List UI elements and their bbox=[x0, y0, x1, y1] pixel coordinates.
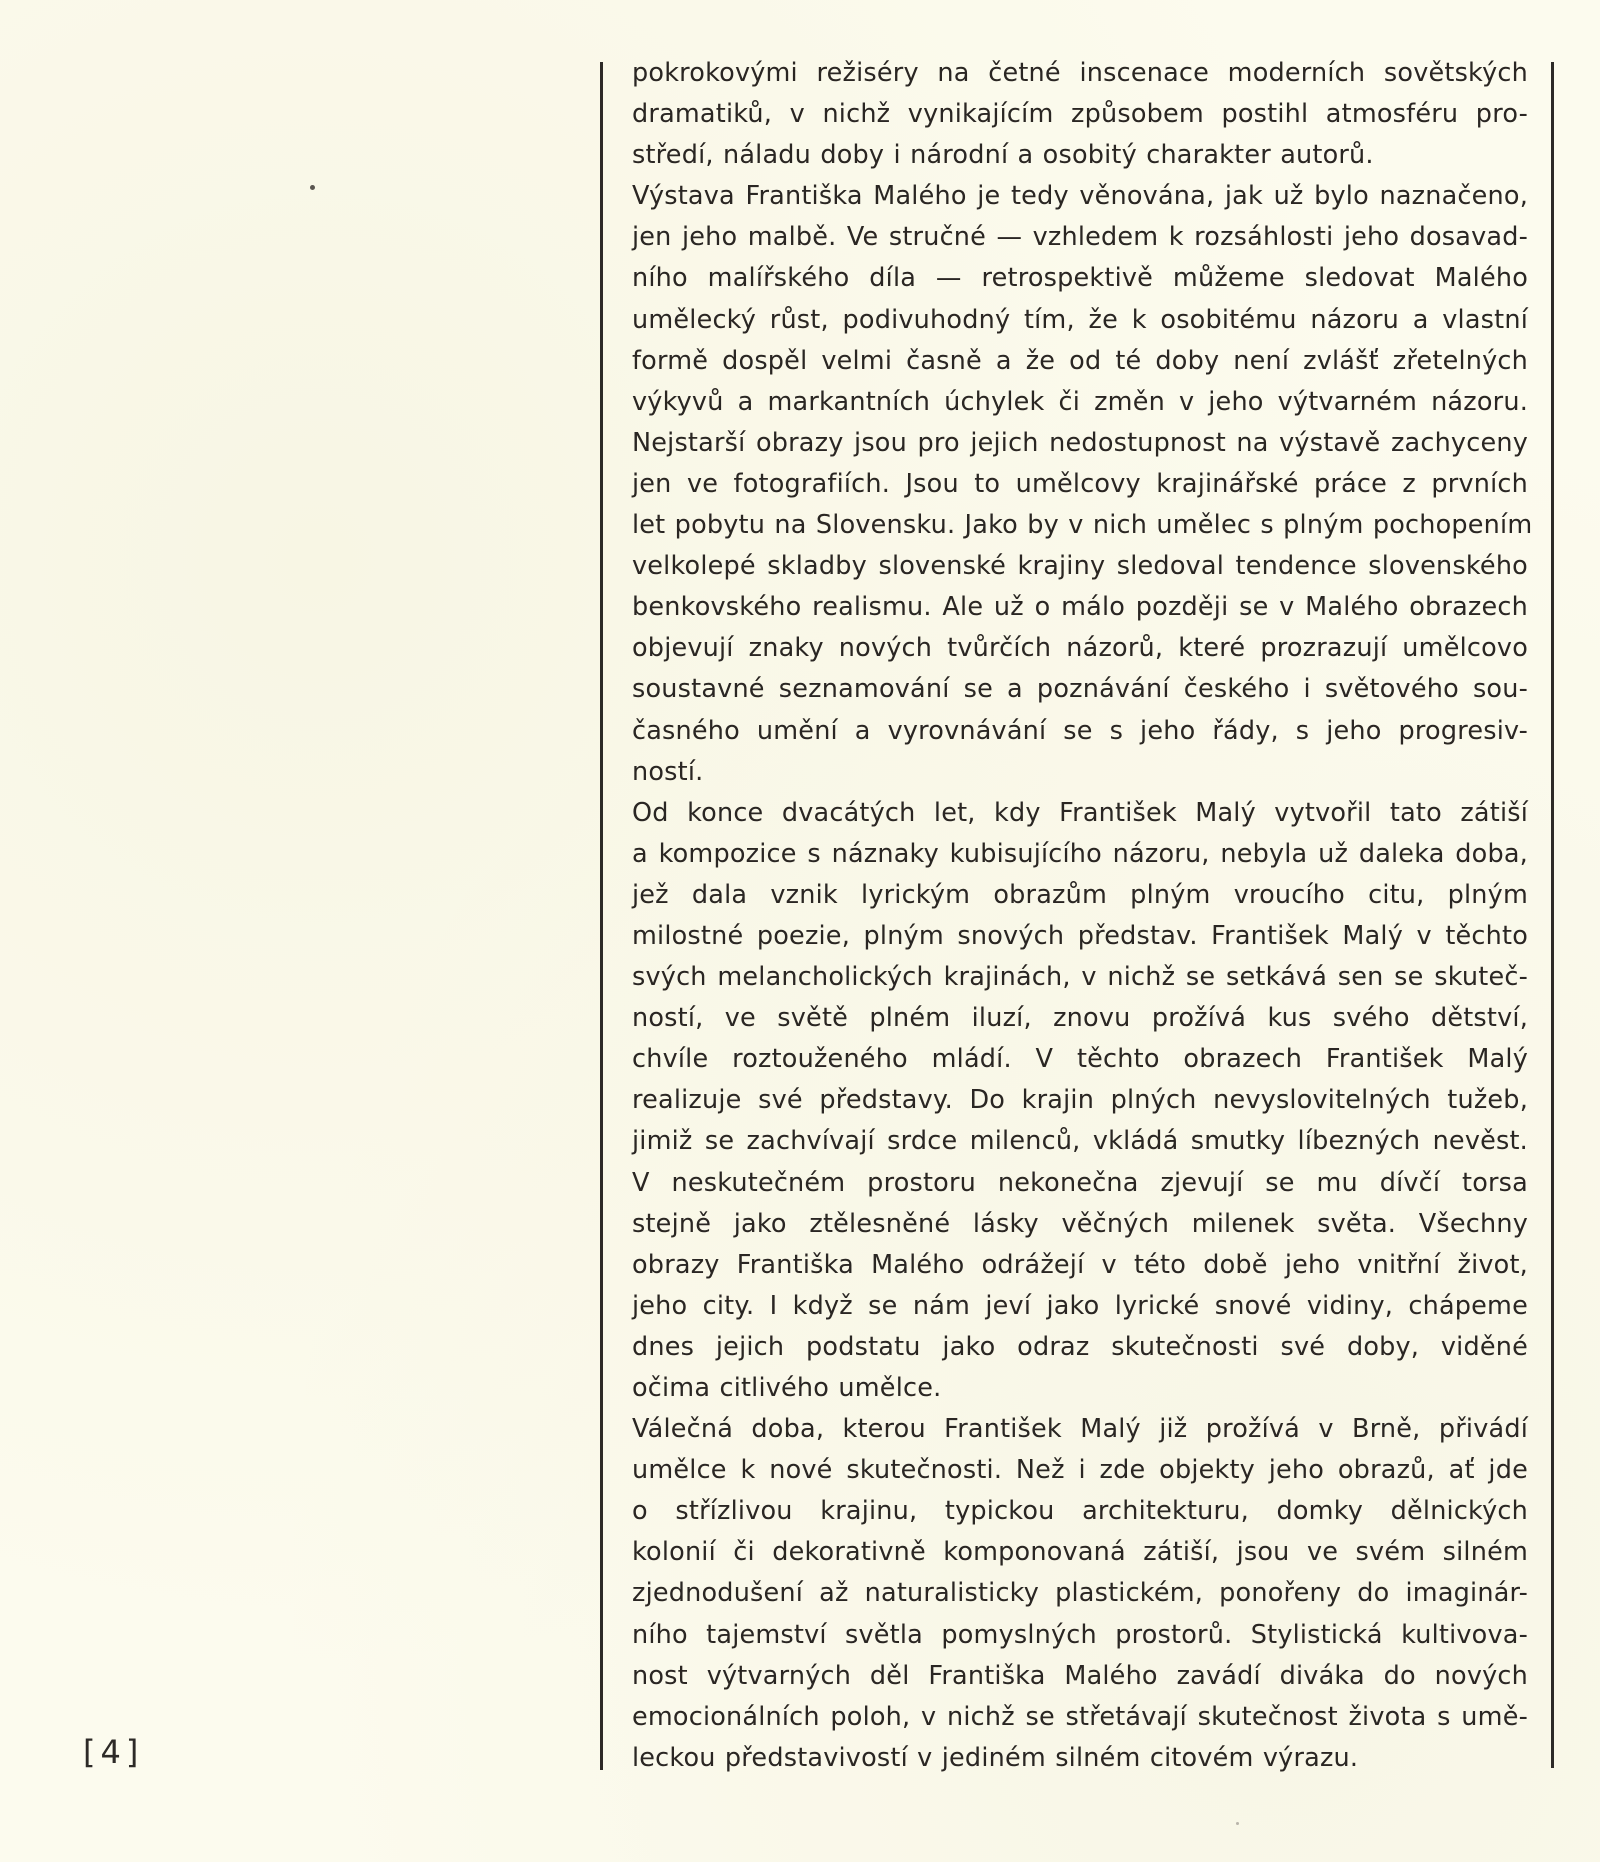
text-line: chvíle roztouženého mládí. V těchto obrazech František Malý bbox=[632, 1044, 1528, 1075]
text-line: dnes jejich podstatu jako odraz skutečnosti své doby, viděné bbox=[632, 1331, 1528, 1362]
text-line: velkolepé skladby slovenské krajiny sledoval tendence slovenského bbox=[632, 551, 1528, 582]
text-line: zjednodušení až naturalisticky plastickém, ponořeny do imaginár- bbox=[632, 1578, 1528, 1609]
text-line: o střízlivou krajinu, typickou architekturu, domky dělnických bbox=[632, 1496, 1528, 1527]
text-line: svých melancholických krajinách, v nichž se setkává sen se skuteč- bbox=[632, 962, 1528, 993]
text-line: dramatiků, v nichž vynikajícím způsobem postihl atmosféru pro- bbox=[632, 99, 1528, 130]
body-text-column bbox=[632, 53, 1533, 1779]
text-line: jimiž se zachvívají srdce milenců, vkládá smutky líbezných nevěst. bbox=[632, 1126, 1528, 1157]
text-line: let pobytu na Slovensku. Jako by v nich umělec s plným pochopením bbox=[632, 510, 1533, 541]
text-line: jeho city. I když se nám jeví jako lyrické snové vidiny, chápeme bbox=[632, 1290, 1528, 1321]
text-line: Válečná doba, kterou František Malý již prožívá v Brně, přivádí bbox=[632, 1414, 1528, 1445]
text-line: obrazy Františka Malého odrážejí v této době jeho vnitřní život, bbox=[632, 1249, 1528, 1280]
text-line: ního tajemství světla pomyslných prostorů. Stylistická kultivova- bbox=[632, 1619, 1528, 1650]
text-line: formě dospěl velmi časně a že od té doby není zvlášť zřetelných bbox=[632, 345, 1528, 376]
text-line: benkovského realismu. Ale už o málo později se v Malého obrazech bbox=[632, 592, 1528, 623]
text-line: výkyvů a markantních úchylek či změn v jeho výtvarném názoru. bbox=[632, 386, 1528, 417]
text-line: V neskutečném prostoru nekonečna zjevují se mu dívčí torsa bbox=[632, 1167, 1528, 1198]
text-line: ního malířského díla — retrospektivě můžeme sledovat Malého bbox=[632, 263, 1528, 294]
text-line: realizuje své představy. Do krajin plných nevyslovitelných tužeb, bbox=[632, 1085, 1528, 1116]
text-line: umělecký růst, podivuhodný tím, že k osobitému názoru a vlastní bbox=[632, 304, 1528, 335]
text-line: stejně jako ztělesněné lásky věčných milenek světa. Všechny bbox=[632, 1208, 1528, 1239]
text-line: leckou představivostí v jediném silném citovém výrazu. bbox=[632, 1742, 1359, 1773]
text-line: jen jeho malbě. Ve stručné — vzhledem k rozsáhlosti jeho dosavad- bbox=[632, 222, 1528, 253]
text-line: středí, náladu doby i národní a osobitý charakter autorů. bbox=[632, 140, 1374, 171]
text-line: ností. bbox=[632, 756, 704, 787]
text-line: ností, ve světě plném iluzí, znovu prožívá kus svého dětství, bbox=[632, 1003, 1528, 1034]
text-line: Od konce dvacátých let, kdy František Malý vytvořil tato zátiší bbox=[632, 797, 1528, 828]
text-line: umělce k nové skutečnosti. Než i zde objekty jeho obrazů, ať jde bbox=[632, 1455, 1528, 1486]
text-line: očima citlivého umělce. bbox=[632, 1373, 942, 1403]
text-line: objevují znaky nových tvůrčích názorů, které prozrazují umělcovo bbox=[632, 633, 1528, 664]
page-number: [4] bbox=[83, 1733, 144, 1771]
text-line: milostné poezie, plným snových představ. František Malý v těchto bbox=[632, 920, 1528, 951]
text-line: soustavné seznamování se a poznávání českého i světového sou- bbox=[632, 674, 1528, 705]
text-line: jen ve fotografiích. Jsou to umělcovy krajinářské práce z prvních bbox=[632, 468, 1528, 499]
text-line: emocionálních poloh, v nichž se střetávají skutečnost života s umě- bbox=[632, 1701, 1528, 1732]
text-line: Nejstarší obrazy jsou pro jejich nedostupnost na výstavě zachyceny bbox=[632, 427, 1528, 458]
text-line: nost výtvarných děl Františka Malého zavádí diváka do nových bbox=[632, 1660, 1528, 1691]
paper-speck bbox=[310, 185, 315, 190]
text-line: jež dala vznik lyrickým obrazům plným vroucího citu, plným bbox=[632, 879, 1528, 910]
text-line: časného umění a vyrovnávání se s jeho řády, s jeho progresiv- bbox=[632, 715, 1528, 746]
left-column-rule bbox=[600, 62, 603, 1770]
paper-speck bbox=[1236, 1822, 1239, 1825]
text-line: pokrokovými režiséry na četné inscenace moderních sovětských bbox=[632, 58, 1528, 88]
right-column-rule bbox=[1551, 62, 1554, 1768]
text-line: Výstava Františka Malého je tedy věnována, jak už bylo naznačeno, bbox=[632, 181, 1528, 212]
text-line: a kompozice s náznaky kubisujícího názoru, nebyla už daleka doba, bbox=[632, 838, 1528, 869]
text-line: kolonií či dekorativně komponovaná zátiší, jsou ve svém silném bbox=[632, 1537, 1528, 1568]
